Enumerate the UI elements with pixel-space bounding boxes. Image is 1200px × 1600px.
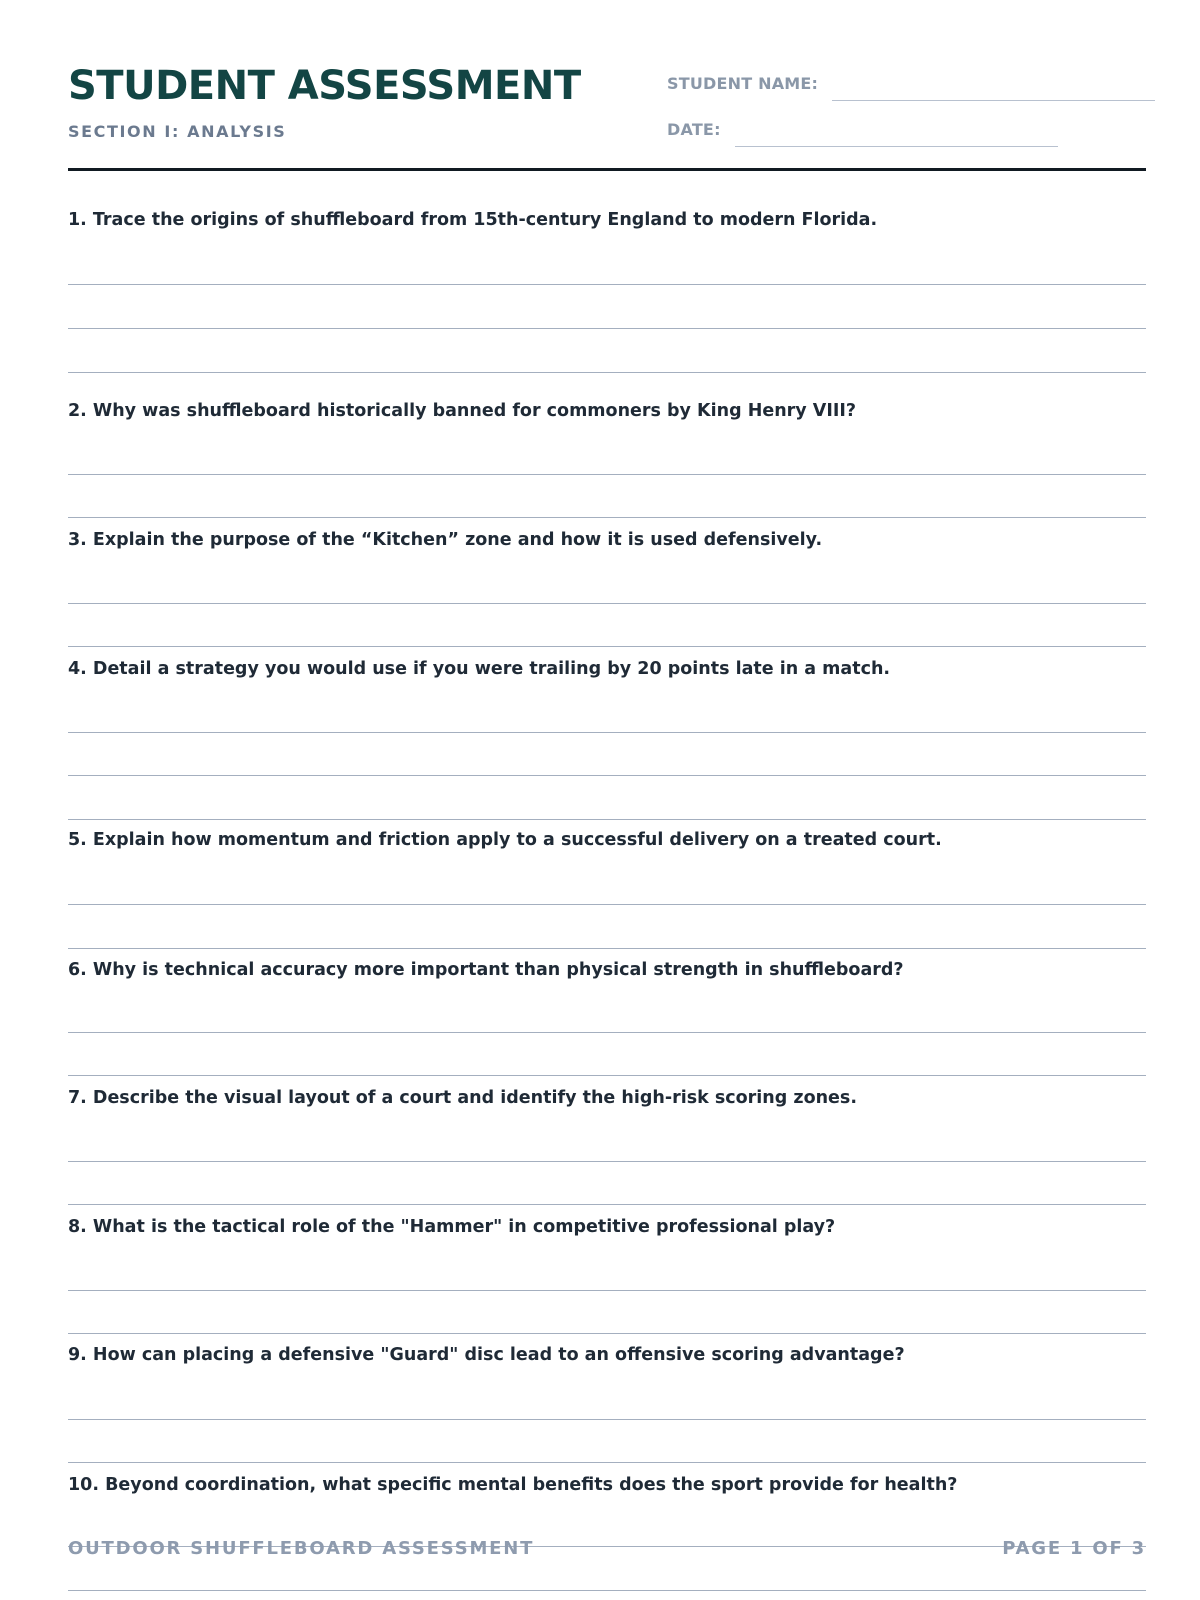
question-8: 8. What is the tactical role of the "Hammer" in competitive professional play?	[68, 1217, 836, 1237]
answer-line-1a[interactable]	[68, 284, 1146, 285]
answer-line-4a[interactable]	[68, 732, 1146, 733]
page-title: STUDENT ASSESSMENT	[68, 63, 581, 109]
question-2: 2. Why was shuffleboard historically banned for commoners by King Henry VIII?	[68, 401, 857, 421]
student-name-field	[667, 74, 1155, 93]
header-divider	[68, 168, 1146, 171]
question-1: 1. Trace the origins of shuffleboard from 15th-century England to modern Florida.	[68, 210, 878, 230]
question-10: 10. Beyond coordination, what specific mental benefits does the sport provide for health?	[68, 1475, 958, 1495]
question-4: 4. Detail a strategy you would use if you were trailing by 20 points late in a match.	[68, 659, 891, 679]
question-3: 3. Explain the purpose of the “Kitchen” zone and how it is used defensively.	[68, 530, 823, 550]
footer-page-number: PAGE 1 OF 3	[1002, 1538, 1146, 1559]
assessment-page	[68, 0, 1146, 1600]
answer-line-5a[interactable]	[68, 904, 1146, 905]
question-7: 7. Describe the visual layout of a court and identify the high-risk scoring zones.	[68, 1088, 857, 1108]
question-5: 5. Explain how momentum and friction apply to a successful delivery on a treated court.	[68, 830, 942, 850]
answer-line-7b[interactable]	[68, 1204, 1146, 1205]
footer-document-title: OUTDOOR SHUFFLEBOARD ASSESSMENT	[68, 1538, 535, 1559]
answer-line-6b[interactable]	[68, 1075, 1146, 1076]
date-field	[667, 120, 1058, 139]
answer-line-9b[interactable]	[68, 1462, 1146, 1463]
answer-line-1c[interactable]	[68, 372, 1146, 373]
answer-line-1b[interactable]	[68, 328, 1146, 329]
section-subtitle: SECTION I: ANALYSIS	[68, 122, 287, 141]
answer-line-8a[interactable]	[68, 1290, 1146, 1291]
answer-line-3a[interactable]	[68, 603, 1146, 604]
answer-line-4b[interactable]	[68, 775, 1146, 776]
answer-line-10b[interactable]	[68, 1590, 1146, 1591]
answer-line-7a[interactable]	[68, 1161, 1146, 1162]
answer-line-4c[interactable]	[68, 819, 1146, 820]
answer-line-8b[interactable]	[68, 1333, 1146, 1334]
answer-line-2b[interactable]	[68, 517, 1146, 518]
date-input-line[interactable]	[735, 146, 1058, 147]
answer-line-3b[interactable]	[68, 646, 1146, 647]
date-label: DATE:	[667, 120, 721, 139]
student-name-input-line[interactable]	[832, 100, 1155, 101]
answer-line-5b[interactable]	[68, 948, 1146, 949]
question-9: 9. How can placing a defensive "Guard" disc lead to an offensive scoring advantage?	[68, 1345, 905, 1365]
student-name-label: STUDENT NAME:	[667, 74, 819, 93]
answer-line-9a[interactable]	[68, 1419, 1146, 1420]
answer-line-2a[interactable]	[68, 474, 1146, 475]
question-6: 6. Why is technical accuracy more important than physical strength in shuffleboard?	[68, 960, 904, 980]
answer-line-6a[interactable]	[68, 1032, 1146, 1033]
